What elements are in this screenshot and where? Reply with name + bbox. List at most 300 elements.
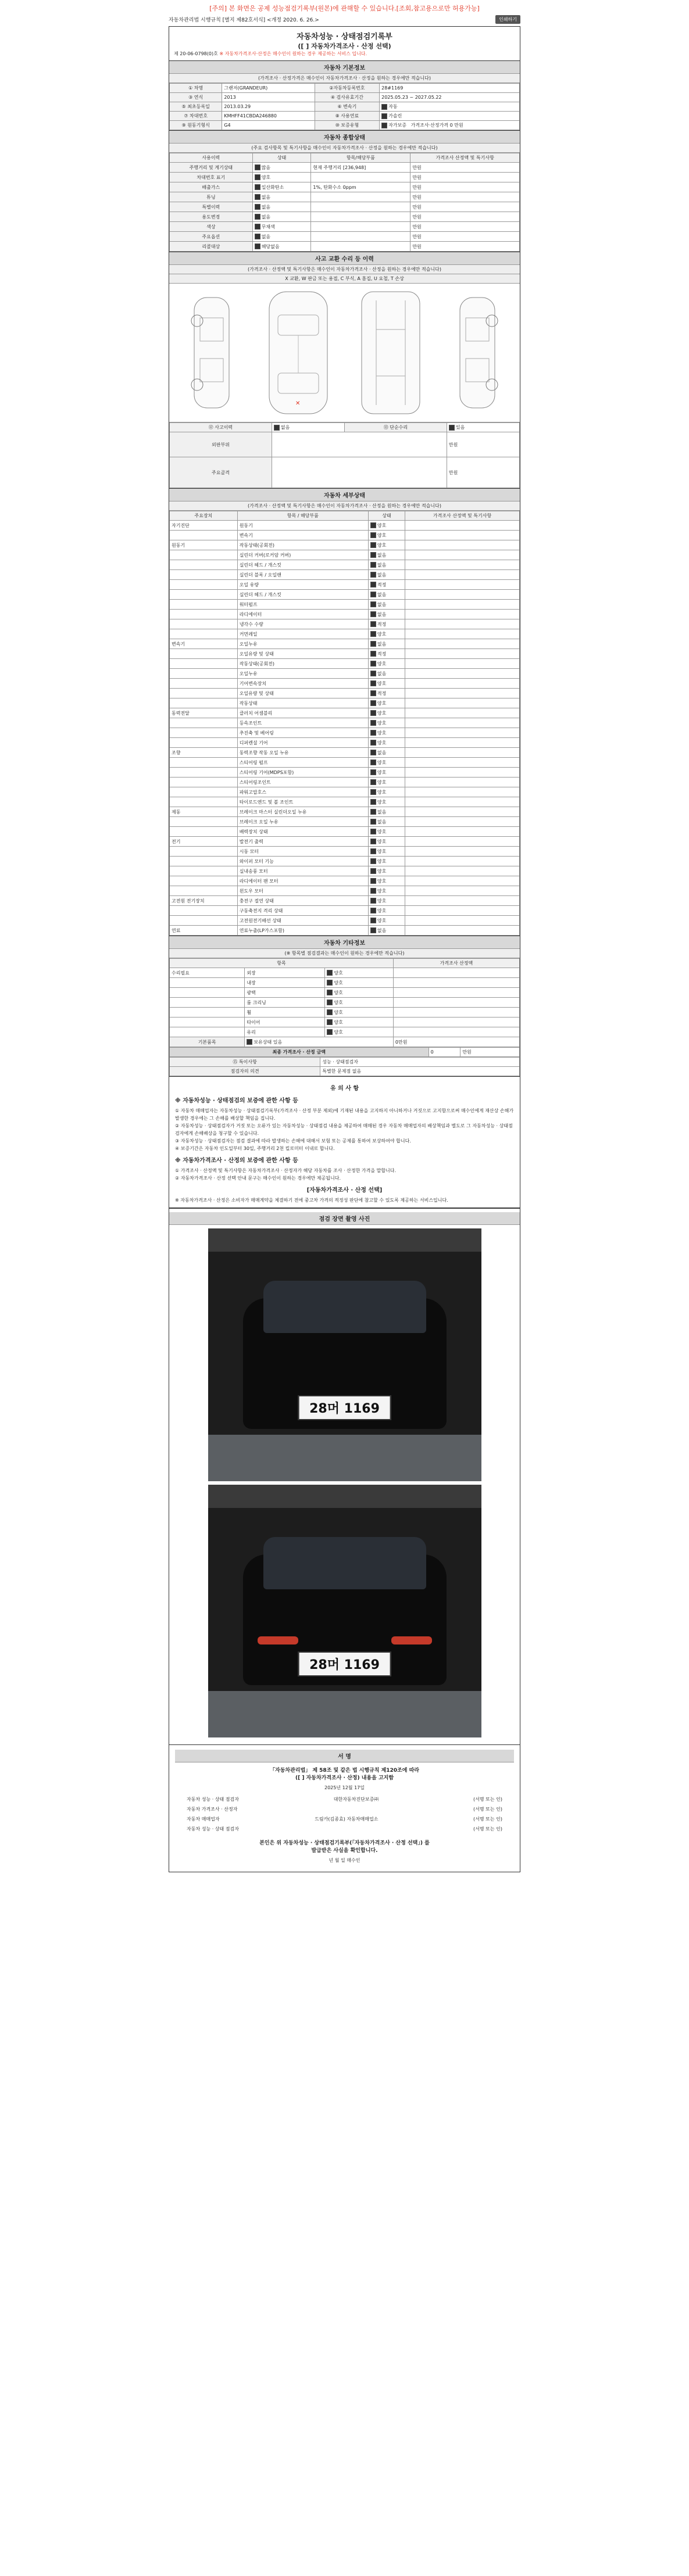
status-cell	[368, 866, 405, 876]
checkbox-icon	[370, 779, 376, 785]
checked-value: 양호	[377, 848, 387, 854]
status-cell	[325, 968, 394, 978]
table-row	[170, 1048, 520, 1057]
table-row	[170, 540, 520, 550]
column-header: 상태	[368, 511, 405, 521]
tail-lamp-left	[258, 1636, 298, 1645]
checkbox-icon	[255, 164, 260, 170]
table-cell: 휠	[245, 1008, 325, 1017]
table-cell: 작동상태(공회전)	[237, 659, 368, 669]
table-cell	[405, 807, 520, 817]
table-cell: 타이로드엔드 및 볼 조인트	[237, 797, 368, 807]
table-cell	[311, 242, 410, 252]
table-cell: 커먼레일	[237, 629, 368, 639]
table-cell: 원동기	[170, 540, 238, 550]
checkbox-icon	[370, 532, 376, 538]
column-header: 가격조사 산정액	[393, 959, 519, 968]
status-cell	[368, 659, 405, 669]
table-cell: 오일누유	[237, 639, 368, 649]
summary-table	[169, 153, 520, 252]
table-cell	[405, 590, 520, 600]
table-cell: 동력조향 작동 오일 누유	[237, 748, 368, 758]
status-cell	[368, 679, 405, 689]
table-row	[170, 1067, 520, 1076]
photo-floor	[208, 1435, 481, 1481]
field-label: ⑧ 사용연료	[315, 112, 379, 121]
table-cell: 실린더 헤드 / 개스킷	[237, 590, 368, 600]
table-row	[170, 847, 520, 857]
unit-cell: 만원	[447, 432, 519, 457]
table-cell	[405, 698, 520, 708]
checked-value: 없음	[377, 750, 387, 755]
checked-value: 양호	[377, 789, 387, 795]
summary-sub: (주요 검사항목 및 특기사항을 매수인이 자동차가격조사 · 산정을 원하는 경우에만 적습니다)	[169, 144, 520, 153]
table-cell	[170, 629, 238, 639]
unit-cell: 만원	[447, 457, 519, 488]
table-cell	[405, 689, 520, 698]
row-label: 주요옵션	[170, 232, 253, 242]
checked-value: 양호	[334, 970, 343, 976]
row-label: 용도변경	[170, 212, 253, 222]
frame-parts-cell	[272, 457, 447, 488]
checkbox-icon	[327, 999, 333, 1005]
photo-floor	[208, 1691, 481, 1737]
checkbox-icon	[370, 542, 376, 548]
table-cell: 만원	[410, 232, 520, 242]
table-cell	[170, 610, 238, 619]
field-value	[380, 121, 520, 130]
table-cell: 충전구 절연 상태	[237, 896, 368, 906]
table-row	[170, 998, 520, 1008]
checked-value: 양호	[377, 839, 387, 844]
checked-value: 없음	[377, 611, 387, 617]
signature-field[interactable]: (서명 또는 인)	[473, 1797, 502, 1802]
checkbox-icon	[370, 839, 376, 844]
summary-head: 자동차 종합상태	[169, 131, 520, 144]
status-cell	[368, 837, 405, 847]
table-row	[170, 560, 520, 570]
status-cell	[325, 988, 394, 998]
checkbox-icon	[370, 908, 376, 913]
checkbox-icon	[370, 611, 376, 617]
column-header: 가격조사 산정액 및 특기사항	[405, 511, 520, 521]
table-row	[170, 182, 520, 192]
checkbox-icon	[370, 641, 376, 647]
status-cell	[368, 768, 405, 778]
table-cell	[405, 718, 520, 728]
table-row	[170, 649, 520, 659]
photo-section	[169, 1208, 520, 1744]
table-row	[170, 876, 520, 886]
status-cell	[252, 222, 311, 232]
checkbox-icon	[370, 621, 376, 627]
front-photo	[208, 1228, 481, 1481]
status-cell	[368, 738, 405, 748]
summary-body	[170, 163, 520, 252]
status-cell	[368, 847, 405, 857]
column-header: 주요장치	[170, 511, 238, 521]
details-table	[169, 511, 520, 936]
table-cell	[405, 669, 520, 679]
column-header: 항목 / 해당부품	[237, 511, 368, 521]
rear-license-plate: 28머 1169	[298, 1651, 391, 1676]
table-cell	[405, 847, 520, 857]
status-cell	[325, 978, 394, 988]
checkbox-icon	[370, 918, 376, 923]
table-cell: 오일누유	[237, 669, 368, 679]
table-cell	[405, 866, 520, 876]
table-cell: 실내송풍 모터	[237, 866, 368, 876]
table-cell	[405, 619, 520, 629]
checked-value: 없음	[377, 592, 387, 597]
table-cell: 만원	[410, 163, 520, 173]
checkbox-icon	[370, 730, 376, 736]
row-label: 특별이력	[170, 202, 253, 212]
field-label: ⑫ 사고이력	[170, 423, 272, 432]
table-cell	[405, 639, 520, 649]
table-cell: 연료누출(LP가스포함)	[237, 926, 368, 936]
signature-text: 자동차 매매업자	[187, 1817, 220, 1822]
table-cell: 만원	[410, 212, 520, 222]
table-cell: 클러치 어셈블리	[237, 708, 368, 718]
checkbox-icon	[370, 522, 376, 528]
table-row	[170, 689, 520, 698]
table-row	[170, 1037, 520, 1047]
signature-text: 자동차 성능 · 상태 점검자	[187, 1826, 239, 1832]
status-cell	[368, 758, 405, 768]
table-row	[170, 698, 520, 708]
table-cell: 룸 크리닝	[245, 998, 325, 1008]
field-value: 성능 · 상태점검자	[320, 1058, 520, 1067]
checked-value: 양호	[377, 759, 387, 765]
table-cell	[170, 531, 238, 540]
table-cell: 실린더 커버(로커암 커버)	[237, 550, 368, 560]
field-label: 주요골격	[170, 457, 272, 488]
table-cell: 스티어링 펌프	[237, 758, 368, 768]
column-header: 상태	[252, 153, 311, 163]
car-top-view-icon	[260, 289, 336, 417]
table-cell: 만원	[410, 202, 520, 212]
field-value	[380, 112, 520, 121]
field-label: ⑤ 최초등록일	[170, 102, 222, 112]
status-cell	[368, 649, 405, 659]
table-cell: 실린더 블록 / 오일팬	[237, 570, 368, 580]
outer-parts-cell	[272, 432, 447, 457]
final-price-unit: 만원	[460, 1048, 520, 1057]
table-cell	[170, 906, 238, 916]
table-row	[170, 926, 520, 936]
status-cell	[368, 629, 405, 639]
table-row	[170, 807, 520, 817]
signature-field[interactable]: (서명 또는 인)	[473, 1807, 502, 1812]
checkbox-icon	[255, 204, 260, 210]
photo-ceiling	[208, 1228, 481, 1252]
table-cell	[405, 906, 520, 916]
checked-value: 적정	[377, 651, 387, 657]
table-row	[170, 580, 520, 590]
vehicle-info-section	[169, 61, 520, 131]
column-header: 사용이력	[170, 153, 253, 163]
table-cell	[311, 212, 410, 222]
checked-value: 양호	[377, 769, 387, 775]
table-cell: 내장	[245, 978, 325, 988]
status-cell	[252, 182, 311, 192]
table-cell: 와이퍼 모터 기능	[237, 857, 368, 866]
table-cell: 오일유량 및 상태	[237, 689, 368, 698]
note-paragraph: ② 자동차가격조사 · 산정 선택 안내 문구는 매수인이 원하는 경우에만 제공됩니다.	[175, 1176, 341, 1181]
status-cell	[325, 998, 394, 1008]
checked-value: 적정	[377, 690, 387, 696]
field-label: ④ 검사유효기간	[315, 93, 379, 102]
status-cell	[368, 718, 405, 728]
table-row	[170, 708, 520, 718]
checked-value: 양호	[377, 898, 387, 904]
table-cell	[311, 222, 410, 232]
field-label: ⑥ 변속기	[315, 102, 379, 112]
form-ref	[169, 51, 520, 57]
checkbox-icon	[370, 829, 376, 834]
table-cell	[311, 192, 410, 202]
table-row	[170, 837, 520, 847]
checkbox-icon	[370, 661, 376, 667]
table-cell: 만원	[410, 222, 520, 232]
photo-head: 점검 장면 촬영 사진	[169, 1212, 520, 1225]
checked-value: 양호	[377, 720, 387, 726]
etc-section	[169, 936, 520, 1077]
table-cell	[170, 847, 238, 857]
field-value	[245, 1037, 394, 1047]
table-row	[170, 768, 520, 778]
status-cell	[252, 173, 311, 182]
table-cell	[170, 998, 245, 1008]
print-button[interactable]: 인쇄하기	[495, 15, 520, 24]
table-cell	[170, 689, 238, 698]
table-cell	[393, 1017, 519, 1027]
table-row	[170, 521, 520, 531]
table-cell: 기어변속장치	[237, 679, 368, 689]
checkbox-icon	[370, 868, 376, 874]
checkbox-icon	[327, 980, 333, 986]
checked-value: 양호	[377, 680, 387, 686]
checked-value: 양호	[377, 829, 387, 834]
accident-table	[169, 422, 520, 488]
etc-sub: (※ 항목별 점검결과는 매수인이 원하는 경우에만 적습니다)	[169, 949, 520, 958]
table-row	[170, 629, 520, 639]
status-cell	[368, 827, 405, 837]
status-cell	[368, 916, 405, 926]
field-value	[272, 423, 344, 432]
table-cell	[170, 886, 238, 896]
table-cell: 1%, 탄화수소 0ppm	[311, 182, 410, 192]
table-row	[170, 222, 520, 232]
checked-value: 적정	[377, 582, 387, 587]
field-label: ③ 연식	[170, 93, 222, 102]
table-cell	[170, 738, 238, 748]
checked-value: 없음	[280, 425, 290, 430]
table-cell	[170, 876, 238, 886]
table-cell	[170, 1008, 245, 1017]
signature-field[interactable]: (서명 또는 인)	[473, 1817, 502, 1822]
status-cell	[368, 619, 405, 629]
checkbox-icon	[255, 194, 260, 200]
column-header: 항목/해당부품	[311, 153, 410, 163]
table-row	[170, 886, 520, 896]
field-label: ⑦ 차대번호	[170, 112, 222, 121]
details-body	[170, 521, 520, 936]
status-cell	[368, 787, 405, 797]
table-cell: 디퍼렌셜 기어	[237, 738, 368, 748]
unit-cell: 0만원	[393, 1037, 519, 1047]
table-cell: 배력장치 상태	[237, 827, 368, 837]
signature-text: 대한자동차진단보증㈜	[333, 1797, 379, 1802]
table-cell	[393, 1027, 519, 1037]
checked-value: 없음	[261, 194, 271, 200]
status-cell	[368, 570, 405, 580]
table-cell	[393, 998, 519, 1008]
table-cell	[405, 768, 520, 778]
checkbox-icon	[381, 104, 387, 110]
checkbox-icon	[370, 700, 376, 706]
table-cell	[405, 748, 520, 758]
table-cell	[170, 1027, 245, 1037]
table-row	[170, 432, 520, 457]
table-cell	[405, 797, 520, 807]
table-row	[170, 212, 520, 222]
table-cell	[170, 787, 238, 797]
status-cell	[368, 886, 405, 896]
table-row	[170, 669, 520, 679]
status-cell	[252, 232, 311, 242]
table-cell	[405, 837, 520, 847]
checked-value: 양호	[334, 1019, 343, 1025]
row-label: 리콜대상	[170, 242, 253, 252]
field-value	[380, 102, 520, 112]
front-license-plate: 28머 1169	[298, 1395, 391, 1420]
note-paragraph: ① 가격조사 · 산정액 및 특기사항은 자동차가격조사 · 산정자가 해당 자동차를 조사 · 산정한 가격을 말합니다.	[175, 1168, 397, 1173]
table-cell	[405, 857, 520, 866]
checked-value: 양호	[377, 522, 387, 528]
checkbox-icon	[327, 990, 333, 995]
table-cell	[170, 758, 238, 768]
checkbox-icon	[370, 572, 376, 578]
checked-value: 없음	[261, 234, 271, 239]
summary-section	[169, 131, 520, 252]
table-cell	[170, 728, 238, 738]
price-unit: 만원	[454, 123, 463, 128]
status-cell	[368, 797, 405, 807]
column-header: 항목	[170, 959, 394, 968]
checkbox-icon	[370, 809, 376, 815]
checked-value: 없음	[377, 562, 387, 568]
checked-value: 없음	[377, 927, 387, 933]
table-cell: 원동기	[237, 521, 368, 531]
price-label: 가격조사·산정가격	[410, 123, 449, 128]
note-paragraph: ② 자동차성능 · 상태점검자가 거짓 또는 오류가 있는 자동차성능 · 상태점검 내용을 제공하여 매매된 경우 자동차 매매업자의 배상책임과 별도로 그 자동차성능 · 상태점검자에게 손해배상을 청구할 수 있습니다.	[175, 1123, 513, 1136]
field-label: ⑬ 단순수리	[344, 423, 447, 432]
checkbox-icon	[255, 184, 260, 190]
etc-head: 자동차 기타정보	[169, 936, 520, 949]
table-cell	[393, 988, 519, 998]
checkbox-icon	[370, 680, 376, 686]
row-label: 배출가스	[170, 182, 253, 192]
table-cell	[170, 1017, 245, 1027]
table-row	[170, 857, 520, 866]
table-header-row	[170, 153, 520, 163]
status-cell	[252, 242, 311, 252]
checked-value: 양호	[377, 858, 387, 864]
table-cell	[405, 778, 520, 787]
status-cell	[368, 560, 405, 570]
table-cell	[405, 580, 520, 590]
warning-notice: [주의] 본 화면은 공제 성능점검기록부(원본)에 관해할 수 있습니다.[조회,참고용으로만 허용가능]	[209, 5, 480, 12]
checkbox-icon	[255, 234, 260, 239]
checkbox-icon	[255, 224, 260, 230]
note-paragraph: ※ 자동차가격조사 · 산정은 소비자가 매매계약을 체결하기 전에 중고차 가격의 적정성 판단에 참고할 수 있도록 제공하는 서비스입니다.	[175, 1198, 448, 1203]
table-cell	[170, 797, 238, 807]
vehicle-info-sub: (가격조사 · 산정가격은 매수인이 자동차가격조사 · 산정을 원하는 경우에만 적습니다)	[169, 74, 520, 83]
checkbox-icon	[255, 174, 260, 180]
table-cell: 타이어	[245, 1017, 325, 1027]
status-cell	[368, 906, 405, 916]
checkbox-icon	[370, 898, 376, 904]
signature-field[interactable]: (서명 또는 인)	[473, 1826, 502, 1832]
table-row	[170, 866, 520, 876]
form-title-main: 자동차성능 · 상태점검기록부	[297, 33, 392, 41]
table-cell	[311, 232, 410, 242]
table-cell: 라디에이터	[237, 610, 368, 619]
field-label: ① 차명	[170, 84, 222, 93]
table-row	[170, 93, 520, 102]
status-cell	[252, 163, 311, 173]
table-row	[170, 163, 520, 173]
checkbox-icon	[370, 671, 376, 676]
status-cell	[368, 550, 405, 560]
table-cell: 브레이크 오일 누유	[237, 817, 368, 827]
signature-text: 자동차 가격조사 · 산정자	[187, 1807, 238, 1812]
table-cell	[405, 649, 520, 659]
field-label: ⑩ 보증유형	[315, 121, 379, 130]
table-row	[170, 1058, 520, 1067]
checkbox-icon	[370, 562, 376, 568]
checked-value: 양호	[377, 631, 387, 637]
table-row	[170, 112, 520, 121]
field-value: G4	[222, 121, 315, 130]
table-cell	[170, 718, 238, 728]
field-label: 외판부위	[170, 432, 272, 457]
table-cell	[405, 896, 520, 906]
status-cell	[368, 540, 405, 550]
table-cell	[170, 827, 238, 837]
signature-footer2: 발급받은 사실을 확인합니다.	[311, 1848, 378, 1854]
table-row	[170, 817, 520, 827]
accident-legend: X 교환, W 판금 또는 용접, C 부식, A 흠집, U 요철, T 손상	[169, 274, 520, 284]
table-row	[170, 778, 520, 787]
checkbox-icon	[255, 214, 260, 220]
table-row	[170, 84, 520, 93]
status-cell	[368, 708, 405, 718]
checked-value: 양호	[377, 908, 387, 913]
status-cell	[325, 1008, 394, 1017]
checked-value: 적정	[377, 621, 387, 627]
signature-text: 자동차 성능 · 상태 점검자	[187, 1797, 239, 1802]
checked-value: 일산화탄소	[261, 184, 284, 190]
table-cell: 스티어링 기어(MDPS포함)	[237, 768, 368, 778]
table-cell: 워터펌프	[237, 600, 368, 610]
table-cell	[170, 916, 238, 926]
table-cell	[393, 968, 519, 978]
table-cell: 고전원 전기장치	[170, 896, 238, 906]
table-cell	[405, 758, 520, 768]
